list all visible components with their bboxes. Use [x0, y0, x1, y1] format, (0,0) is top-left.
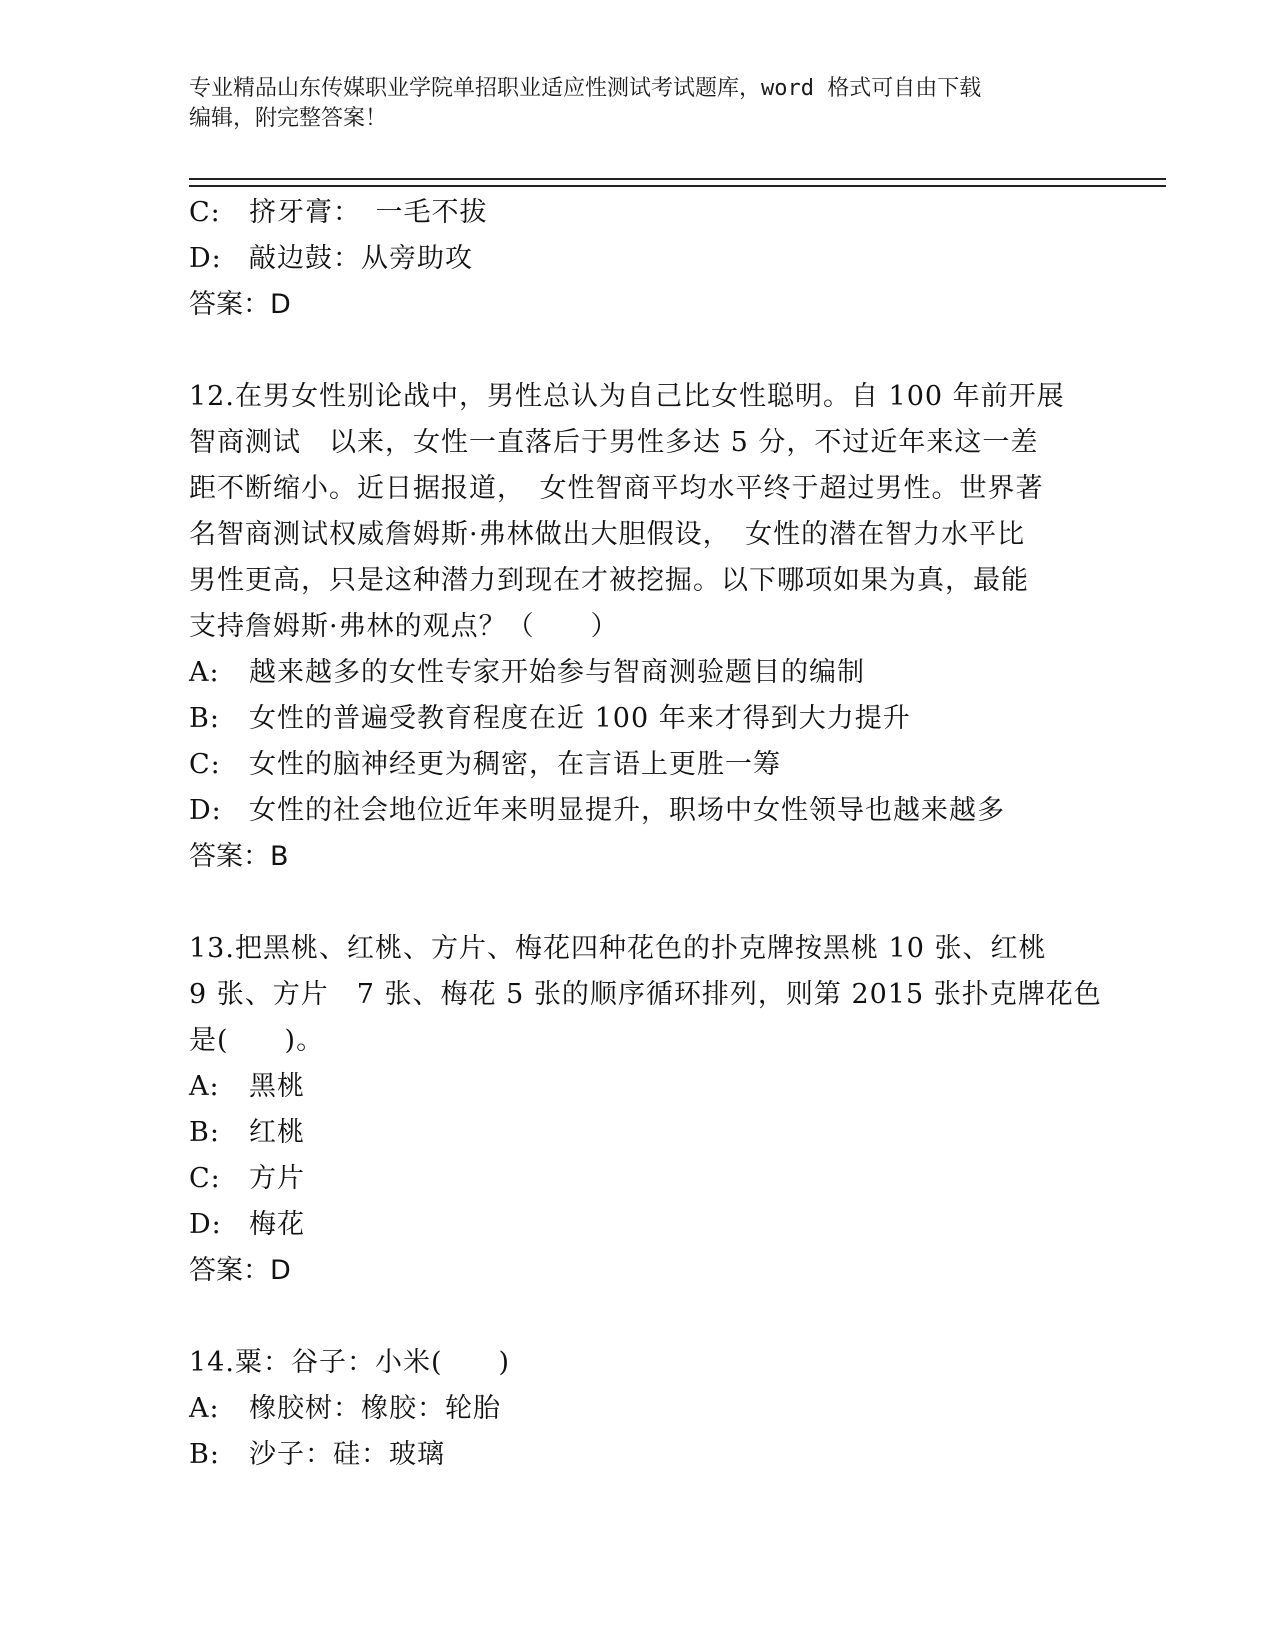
option-letter: D:: [189, 1209, 222, 1240]
question-13: [189, 926, 1102, 1294]
option-c: [189, 190, 1089, 236]
question-text-line: 9 张、方片 7 张、梅花 5 张的顺序循环排列，则第 2015 张扑克牌花色: [189, 979, 1102, 1010]
option-a: [189, 1386, 1089, 1432]
option-c: [189, 742, 1089, 788]
option-text: 敲边鼓：从旁助攻: [249, 243, 473, 274]
option-letter: C:: [189, 1163, 221, 1194]
question-12: [189, 374, 1089, 880]
option-d: [189, 1202, 1089, 1248]
question-text-line: 距不断缩小。近日据报道， 女性智商平均水平终于超过男性。世界著: [189, 473, 1044, 504]
question-text-line: 支持詹姆斯·弗林的观点？（ ）: [189, 611, 619, 642]
option-letter: D:: [189, 243, 222, 274]
option-d: [189, 788, 1089, 834]
question-text-line: 智商测试 以来，女性一直落后于男性多达 5 分，不过近年来这一差: [189, 427, 1039, 458]
option-text: 梅花: [249, 1209, 305, 1240]
question-text-line: 男性更高，只是这种潜力到现在才被挖掘。以下哪项如果为真，最能: [189, 565, 1029, 596]
option-text: 挤牙膏： 一毛不拔: [249, 197, 488, 228]
option-letter: A:: [189, 1393, 220, 1424]
option-text: 越来越多的女性专家开始参与智商测验题目的编制: [249, 657, 865, 688]
option-a: [189, 650, 1089, 696]
option-b: [189, 1110, 1089, 1156]
answer-line: 答案：D: [189, 1255, 291, 1286]
header-line-1: 专业精品山东传媒职业学院单招职业适应性测试考试题库，word 格式可自由下载: [189, 76, 982, 101]
question-text-line: 14.粟：谷子：小米( ): [189, 1347, 511, 1378]
option-letter: A:: [189, 657, 220, 688]
option-letter: C:: [189, 749, 221, 780]
option-letter: B:: [189, 1117, 220, 1148]
document-header: [189, 74, 1089, 134]
option-text: 方片: [249, 1163, 305, 1194]
option-c: [189, 1156, 1089, 1202]
option-text: 女性的普遍受教育程度在近 100 年来才得到大力提升: [249, 703, 911, 734]
option-letter: C:: [189, 197, 221, 228]
option-text: 橡胶树：橡胶：轮胎: [249, 1393, 501, 1424]
answer-line: 答案：B: [189, 841, 289, 872]
option-letter: D:: [189, 795, 222, 826]
option-letter: B:: [189, 703, 220, 734]
header-divider-bottom: [189, 185, 1166, 187]
question-text-line: 名智商测试权威詹姆斯·弗林做出大胆假设， 女性的潜在智力水平比: [189, 519, 1026, 550]
question-text-line: 12.在男女性别论战中，男性总认为自己比女性聪明。自 100 年前开展: [189, 381, 1065, 412]
answer-line: 答案：D: [189, 289, 291, 320]
prev-question: [189, 190, 1089, 328]
question-text-line: 13.把黑桃、红桃、方片、梅花四种花色的扑克牌按黑桃 10 张、红桃: [189, 933, 1047, 964]
option-d: [189, 236, 1089, 282]
option-b: [189, 1432, 1089, 1478]
option-b: [189, 696, 1089, 742]
question-text-line: 是( )。: [189, 1025, 325, 1056]
option-letter: B:: [189, 1439, 220, 1470]
document-body: [189, 190, 1102, 1478]
option-text: 沙子：硅：玻璃: [249, 1439, 445, 1470]
option-letter: A:: [189, 1071, 220, 1102]
question-14: [189, 1340, 1089, 1478]
option-text: 女性的社会地位近年来明显提升，职场中女性领导也越来越多: [249, 795, 1005, 826]
header-divider-top: [189, 178, 1166, 180]
header-line-2: 编辑，附完整答案！: [189, 106, 388, 131]
option-text: 红桃: [249, 1117, 305, 1148]
option-text: 女性的脑神经更为稠密，在言语上更胜一筹: [249, 749, 781, 780]
option-text: 黑桃: [249, 1071, 305, 1102]
option-a: [189, 1064, 1089, 1110]
